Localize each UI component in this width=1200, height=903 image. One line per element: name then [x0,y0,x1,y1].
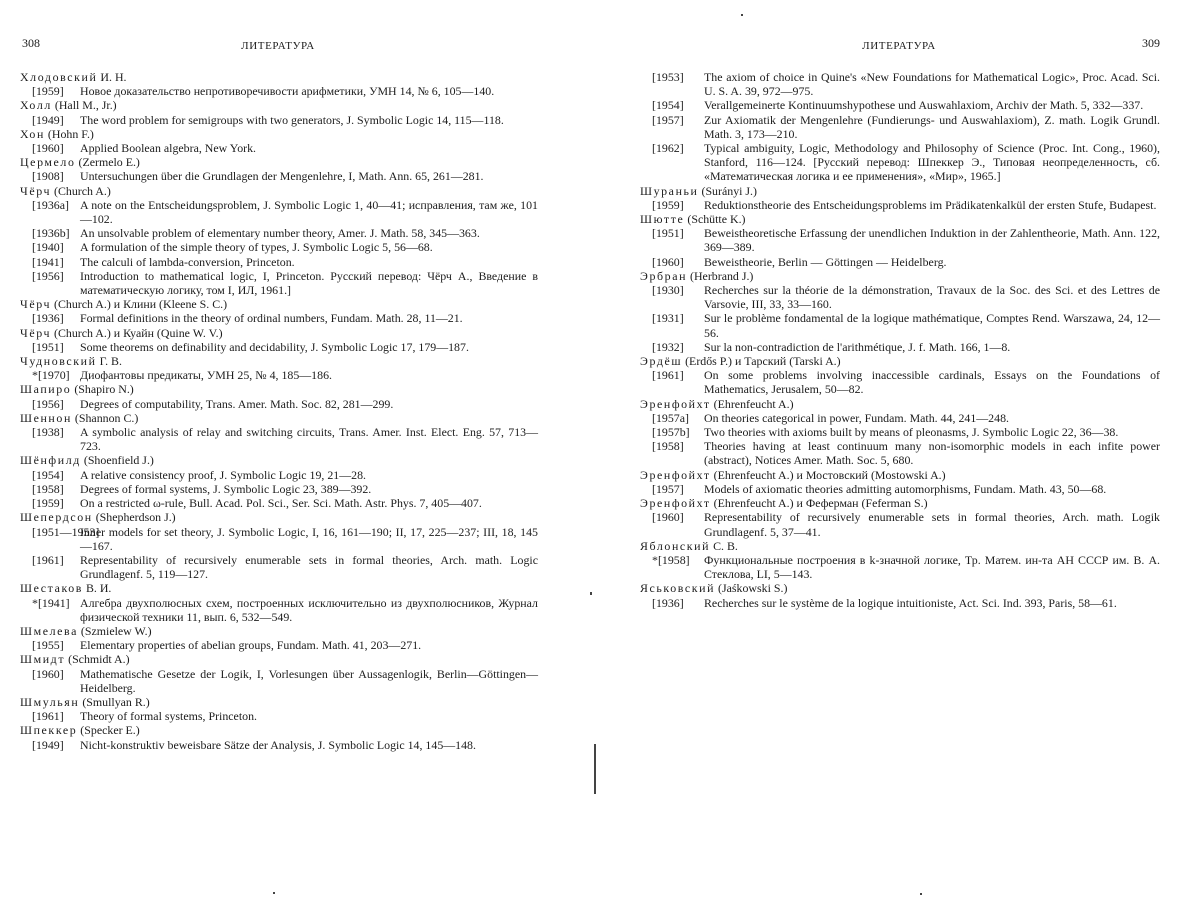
author-heading: Цермело (Zermelo E.) [20,155,140,170]
entry-reference: Reduktionstheorie des Entscheidungsproblems im Prädikatenkalkül der ersten Stufe, Budapest. [704,197,1157,212]
bibliography-entry [18,596,538,624]
entry-year: [1961] [32,709,64,724]
page-number: 308 [22,36,40,50]
author-heading: Эренфойхт (Ehrenfeucht A.) и Мостовский (Mostowski A.) [640,467,946,482]
bibliography-entry [638,439,1160,467]
bibliography-entry [18,468,538,482]
entry-year: [1951—1953] [32,524,100,539]
entry-reference: A note on the Entscheidungsproblem, J. Symbolic Logic 1, 40—41; исправления, там же, 101—102. [80,197,538,227]
entry-reference: An unsolvable problem of elementary number theory, Amer. J. Math. 58, 345—363. [80,226,480,241]
author-heading: Шепердсон (Shepherdson J.) [20,510,176,525]
entry-reference: Representability of recursively enumerable sets in formal theories, Arch. math. Logic Grundlagenf. 5, 119—127. [80,552,538,582]
entry-year: [1957] [652,112,684,127]
entry-reference: On some problems involving inaccessible cardinals, Essays on the Foundations of Mathematics, Jerusalem, 50—82. [704,368,1160,397]
author-heading: Шпеккер (Specker E.) [20,723,140,738]
bibliography-entry [18,638,538,652]
binding-mark [594,744,596,794]
entry-year: [1958] [652,439,684,454]
entry-year: [1949] [32,737,64,752]
entry-year: [1936] [32,311,64,326]
entry-year: [1956] [32,396,64,411]
entry-year: [1960] [652,510,684,525]
entry-year: [1954] [652,98,684,113]
entry-year: [1908] [32,169,64,184]
entry-reference: Inner models for set theory, J. Symbolic Logic, I, 16, 161—190; II, 17, 225—237; III, 18, 145—167. [80,524,538,553]
entry-year: [1953] [652,70,684,84]
entry-year: [1949] [32,112,64,127]
running-head: ЛИТЕРАТУРА [241,40,315,52]
entry-year: [1961] [652,368,684,383]
entry-year: [1957b] [652,425,690,440]
author-heading: Шураньи (Surányi J.) [640,183,757,198]
author-heading: Чёрч (Church A.) [20,183,111,198]
entry-year: [1951] [32,339,64,354]
entry-reference: Beweistheorie, Berlin — Göttingen — Heidelberg. [704,254,947,269]
entry-year: [1960] [32,141,64,156]
bibliography-list [18,70,538,752]
entry-reference: Applied Boolean algebra, New York. [80,141,257,156]
author-heading: Яблонский С. В. [640,538,738,553]
bibliography-entry [18,269,538,297]
entry-reference: A symbolic analysis of relay and switching circuits, Trans. Amer. Inst. Elect. Eng. 57, 713—723. [80,425,538,454]
bibliography-entry [18,84,538,98]
entry-reference: Recherches sur le système de la logique intuitioniste, Act. Sci. Ind. 393, Paris, 58—61. [704,595,1117,610]
entry-reference: On theories categorical in power, Fundam. Math. 44, 241—248. [704,410,1009,425]
entry-reference: Nicht-konstruktiv beweisbare Sätze der Analysis, J. Symbolic Logic 14, 145—148. [80,737,476,752]
bibliography-entry [638,113,1160,141]
author-heading: Эрдёш (Erdős P.) и Тарский (Tarski A.) [640,354,841,369]
entry-reference: Алгебра двухполюсных схем, построенных исключительно из двухполюсников, Журнал физической техники 11, вып. 6, 532—549. [80,595,538,624]
entry-reference: Degrees of formal systems, J. Symbolic Logic 23, 389—392. [80,481,372,496]
bibliography-entry [18,397,538,411]
author-heading: Яськовский (Jaśkowski S.) [640,581,788,596]
bibliography-entry [18,226,538,240]
entry-year: [1959] [652,197,684,212]
bibliography-entry [638,368,1160,396]
bibliography-entry [18,525,538,553]
entry-year: [1932] [652,339,684,354]
entry-reference: Диофантовы предикаты, УМН 25, № 4, 185—186. [80,368,332,383]
bibliography-entry [18,553,538,581]
bibliography-entry [638,510,1160,538]
bibliography-entry [18,311,538,325]
bibliography-entry [18,141,538,155]
entry-reference: Новое доказательство непротиворечивости арифметики, УМН 14, № 6, 105—140. [80,84,495,99]
bibliography-entry [638,98,1160,112]
bibliography-entry [18,368,538,382]
entry-year: [1930] [652,283,684,298]
bibliography-entry [18,482,538,496]
entry-reference: The axiom of choice in Quine's «New Foundations for Mathematical Logic», Proc. Acad. Sci. U. S. A. 39, 972—975. [704,70,1160,99]
entry-year: [1959] [32,496,64,511]
author-heading: Холл (Hall M., Jr.) [20,98,117,113]
bibliography-entry [18,709,538,723]
entry-year: [1936] [652,595,684,610]
entry-reference: The calculi of lambda-conversion, Princeton. [80,254,295,269]
bibliography-entry [638,70,1160,98]
bibliography-entry [18,169,538,183]
entry-year: [1955] [32,638,64,653]
bibliography-entry [638,283,1160,311]
bibliography-entry [18,340,538,354]
author-heading: Шапиро (Shapiro N.) [20,382,134,397]
entry-year: [1961] [32,552,64,567]
entry-reference: Sur le problème fondamental de la logique mathématique, Comptes Rend. Warszawa, 24, 12—56. [704,311,1160,340]
entry-reference: Some theorems on definability and decidability, J. Symbolic Logic 17, 179—187. [80,339,469,354]
entry-reference: A formulation of the simple theory of types, J. Symbolic Logic 5, 56—68. [80,240,433,255]
author-heading: Эрбран (Herbrand J.) [640,268,754,283]
entry-reference: A relative consistency proof, J. Symbolic Logic 19, 21—28. [80,467,366,482]
entry-reference: Degrees of computability, Trans. Amer. Math. Soc. 82, 281—299. [80,396,394,411]
entry-reference: Zur Axiomatik der Mengenlehre (Fundierungs- und Auswahlaxiom), Z. math. Logik Grundl. Math. 3, 173—210. [704,112,1160,141]
author-heading: Эренфойхт (Ehrenfeucht A.) и Феферман (Feferman S.) [640,496,928,511]
page-header [18,36,538,56]
entry-year: [1958] [32,481,64,496]
bibliography-entry [638,482,1160,496]
entry-reference: Two theories with axioms built by means of pleonasms, J. Symbolic Logic 22, 36—38. [704,425,1119,440]
entry-year: [1960] [652,254,684,269]
entry-year: [1938] [32,425,64,440]
author-heading: Шютте (Schütte K.) [640,212,746,227]
bibliography-entry [18,198,538,226]
bibliography-list [638,70,1160,610]
author-heading: Эренфойхт (Ehrenfeucht A.) [640,396,794,411]
page-header [638,36,1160,56]
author-heading: Хлодовский И. Н. [20,70,127,84]
right-page [638,36,1160,610]
author-heading: Шмульян (Smullyan R.) [20,694,150,709]
bibliography-entry [18,738,538,752]
entry-year: [1956] [32,268,64,283]
entry-reference: Sur la non-contradiction de l'arithmétique, J. f. Math. 166, 1—8. [704,339,1011,354]
bibliography-entry [638,411,1160,425]
entry-reference: Recherches sur la théorie de la démonstration, Travaux de la Soc. des Sci. et des Lettres de Varsovie, III, 33, 33—160. [704,283,1160,312]
entry-year: [1957a] [652,410,689,425]
entry-year: [1954] [32,467,64,482]
running-head: ЛИТЕРАТУРА [862,40,936,52]
author-heading: Шестаков В. И. [20,581,112,596]
entry-year: *[1958] [652,552,690,567]
bibliography-entry [638,425,1160,439]
entry-reference: Typical ambiguity, Logic, Methodology and Philosophy of Science (Proc. Int. Cong., 1960), Stanford, 116—124. [Русский перевод: Шпеккер Э., Типовая неопределенность, сб. «Математическая логика и ее применения», «Мир», 1965.] [704,141,1160,184]
bibliography-entry [18,113,538,127]
bibliography-entry [638,596,1160,610]
scan-speck [273,892,275,894]
entry-reference: Representability of recursively enumerable sets in formal theories, Arch. math. Logik Grundlagenf. 5, 37—41. [704,510,1160,539]
bibliography-entry [18,425,538,453]
entry-year: [1960] [32,666,64,681]
bibliography-entry [18,667,538,695]
bibliography-entry [18,496,538,510]
bibliography-entry [638,255,1160,269]
bibliography-entry [638,311,1160,339]
bibliography-entry [638,141,1160,184]
entry-reference: On a restricted ω-rule, Bull. Acad. Pol. Sci., Ser. Sci. Math. Astr. Phys. 7, 405—407. [80,496,482,511]
entry-year: [1931] [652,311,684,326]
entry-year: [1951] [652,226,684,241]
entry-reference: Mathematische Gesetze der Logik, I, Vorlesungen über Aussagenlogik, Berlin—Göttingen—Heidelberg. [80,666,538,695]
bibliography-entry [638,340,1160,354]
entry-reference: Theories having at least continuum many non-isomorphic models in each infite power (abstract), Notices Amer. Math. Soc. 5, 680. [704,439,1160,468]
entry-year: [1941] [32,254,64,269]
entry-reference: Verallgemeinerte Kontinuumshypothese und Auswahlaxiom, Archiv der Math. 5, 332—337. [704,98,1144,113]
page-number: 309 [1142,36,1160,50]
entry-reference: Untersuchungen über die Grundlagen der Mengenlehre, I, Math. Ann. 65, 261—281. [80,169,484,184]
author-heading: Шмелева (Szmielew W.) [20,623,152,638]
entry-reference: Theory of formal systems, Princeton. [80,709,258,724]
author-heading: Чёрч (Church A.) и Куайн (Quine W. V.) [20,325,223,340]
entry-year: *[1941] [32,595,70,610]
entry-reference: The word problem for semigroups with two generators, J. Symbolic Logic 14, 115—118. [80,112,504,127]
bibliography-entry [18,240,538,254]
author-heading: Хон (Hohn F.) [20,126,94,141]
bibliography-entry [638,226,1160,254]
author-heading: Чёрч (Church A.) и Клини (Kleene S. C.) [20,297,228,312]
left-page [18,36,538,752]
entry-reference: Formal definitions in the theory of ordinal numbers, Fundam. Math. 28, 11—21. [80,311,463,326]
author-heading: Шмидт (Schmidt A.) [20,652,130,667]
bibliography-entry [638,553,1160,581]
author-heading: Чудновский Г. В. [20,354,122,369]
entry-year: [1959] [32,84,64,99]
entry-reference: Функциональные построения в k-значной логике, Тр. Матем. ин-та АН СССР им. В. А. Стеклова, LI, 5—143. [704,552,1160,582]
entry-year: [1962] [652,141,684,156]
author-heading: Шёнфилд (Shoenfield J.) [20,453,154,468]
entry-year: *[1970] [32,368,70,383]
scan-speck [590,592,592,595]
entry-reference: Models of axiomatic theories admitting automorphisms, Fundam. Math. 43, 50—68. [704,481,1107,496]
entry-year: [1936a] [32,197,69,212]
scan-speck [741,14,743,16]
bibliography-entry [638,198,1160,212]
author-heading: Шеннон (Shannon C.) [20,410,139,425]
entry-reference: Beweistheoretische Erfassung der unendlichen Induktion in der Zahlentheorie, Math. Ann. 122, 369—389. [704,226,1160,255]
entry-year: [1940] [32,240,64,255]
entry-reference: Introduction to mathematical logic, I, Princeton. Русский перевод: Чёрч А., Введение в математическую логику, том I, ИЛ, 1961.] [80,268,538,298]
entry-reference: Elementary properties of abelian groups, Fundam. Math. 41, 203—271. [80,638,422,653]
entry-year: [1936b] [32,226,70,241]
entry-year: [1957] [652,481,684,496]
scan-speck [920,893,922,895]
bibliography-entry [18,255,538,269]
